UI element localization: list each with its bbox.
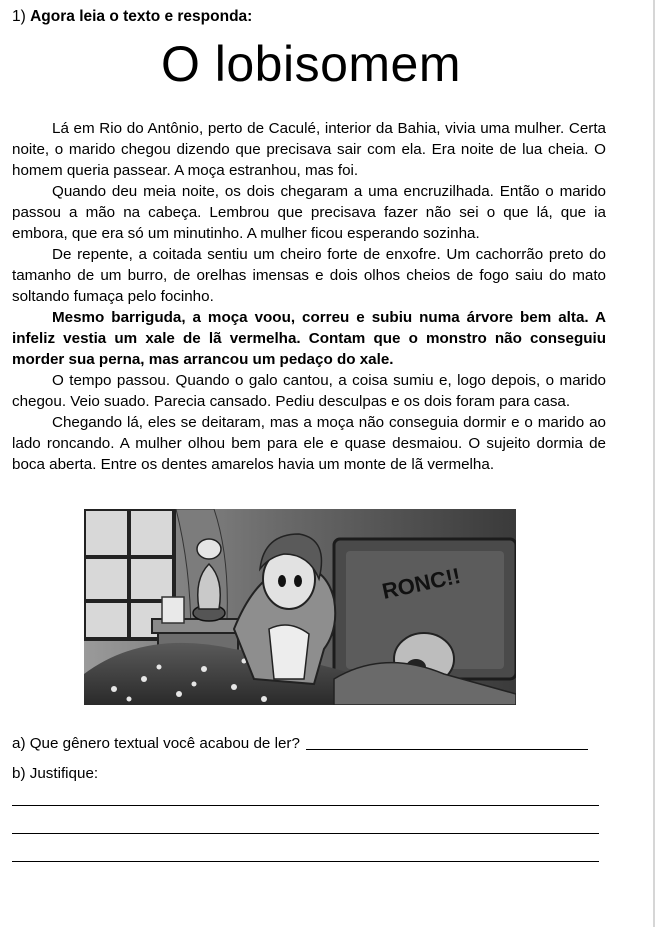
story-paragraph: Quando deu meia noite, os dois chegaram a uma encruzilhada. Então o marido passou a mão na cabeça. Lembrou que precisava fazer não sei o que lá, que ia embora, que era só um minutinho. A mulher ficou esperando sozinha.	[12, 183, 606, 242]
answer-line[interactable]	[12, 861, 599, 862]
story-paragraph-bold: Mesmo barriguda, a moça voou, correu e subiu numa árvore bem alta. A infeliz vestia um xale de lã vermelha. Contam que o monstro não conseguiu morder sua perna, mas arrancou um pedaço do xale.	[12, 309, 606, 368]
instruction-number: 1)	[12, 8, 26, 25]
question-b: b) Justifique:	[12, 765, 99, 782]
snore-sound-effect: RONC!!	[379, 562, 463, 604]
answer-line[interactable]	[12, 833, 599, 834]
answer-blank-a[interactable]	[306, 749, 588, 750]
answer-line[interactable]	[12, 805, 599, 806]
question-a	[12, 735, 588, 752]
story-paragraph: De repente, a coitada sentiu um cheiro forte de enxofre. Um cachorrão preto do tamanho de um burro, de orelhas imensas e dois olhos cheios de fogo saiu do mato soltando fumaça pelo focinho.	[12, 246, 606, 305]
story-title: O lobisomem	[160, 36, 462, 92]
instruction-text: Agora leia o texto e responda:	[30, 8, 253, 25]
story-paragraph: O tempo passou. Quando o galo cantou, a coisa sumiu e, logo depois, o marido chegou. Veio suado. Parecia cansado. Pediu desculpas e os dois foram para casa.	[12, 372, 606, 410]
story-paragraph: Chegando lá, eles se deitaram, mas a moça não conseguia dormir e o marido ao lado roncando. A mulher olhou bem para ele e quase desmaiou. O sujeito dormia de boca aberta. Entre os dentes amarelos havia um monte de lã vermelha.	[12, 414, 606, 473]
question-a-text: a) Que gênero textual você acabou de ler?	[12, 735, 300, 752]
bedroom-illustration	[84, 509, 516, 705]
instruction	[12, 8, 252, 26]
story-text	[12, 118, 606, 475]
story-paragraph: Lá em Rio do Antônio, perto de Caculé, interior da Bahia, vivia uma mulher. Certa noite, o marido chegou dizendo que precisava sair com ela. Era noite de lua cheia. O homem queria passear. A moça estranhou, mas foi.	[12, 120, 606, 179]
